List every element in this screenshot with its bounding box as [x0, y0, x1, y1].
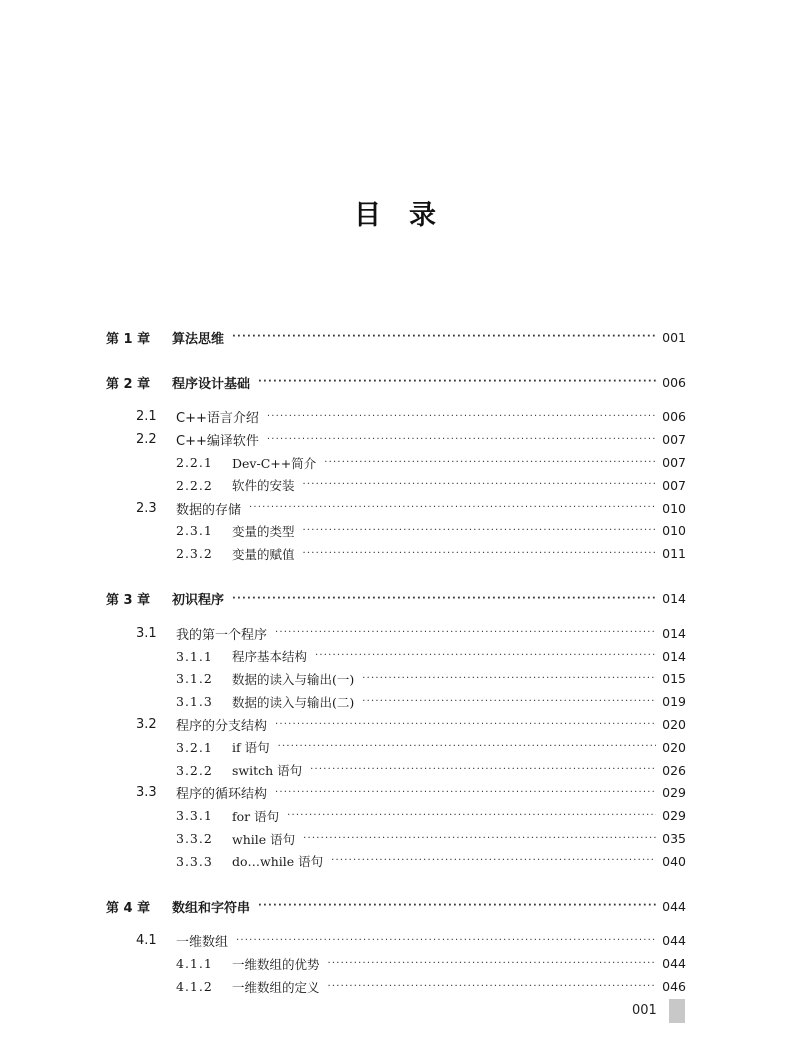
dot-leader	[331, 856, 656, 868]
toc-entry-label: if 语句	[232, 740, 270, 756]
toc-entry-sub[interactable]	[106, 759, 686, 782]
toc-entry-label: 数据的读入与输出(一)	[232, 671, 355, 687]
toc-entry-section[interactable]	[106, 622, 686, 645]
dot-leader	[362, 674, 656, 686]
toc-entry-label: 变量的赋值	[232, 546, 295, 562]
toc-entry-number: 第 1 章	[106, 331, 151, 347]
dot-leader	[232, 594, 656, 606]
toc-entry-page: 015	[662, 671, 686, 687]
toc-entry-number: 3.3.3	[176, 853, 213, 869]
dot-leader	[278, 742, 656, 754]
dot-leader	[258, 901, 656, 913]
toc-entry-number: 3.1	[136, 625, 157, 641]
toc-entry-section[interactable]	[106, 930, 686, 953]
toc-entry-number: 3.2.1	[176, 739, 213, 755]
toc-entry-chapter[interactable]	[106, 587, 686, 610]
dot-leader	[267, 435, 656, 447]
toc-entry-number: 2.2	[136, 432, 157, 448]
toc-entry-label: 我的第一个程序	[176, 627, 268, 643]
toc-entry-page: 044	[662, 898, 686, 914]
toc-entry-section[interactable]	[106, 497, 686, 520]
toc-entry-number: 第 3 章	[106, 593, 151, 609]
toc-entry-page: 007	[662, 432, 686, 448]
toc-entry-sub[interactable]	[106, 474, 686, 497]
toc-entry-label: 变量的类型	[232, 523, 295, 539]
toc-entry-number: 3.1.1	[176, 648, 213, 664]
dot-leader	[310, 765, 656, 777]
toc-entry-label: Dev-C++简介	[232, 455, 317, 471]
toc-entry-sub[interactable]	[106, 668, 686, 691]
title-char: 目	[354, 200, 381, 231]
toc-entry-section[interactable]	[106, 713, 686, 736]
toc-entry-label: 数据的读入与输出(二)	[232, 694, 355, 710]
toc-entry-page: 006	[662, 374, 686, 390]
toc-entry-sub[interactable]	[106, 804, 686, 827]
toc-entry-page: 011	[662, 546, 686, 562]
toc-entry-label: 程序的循环结构	[176, 787, 268, 803]
toc-entry-sub[interactable]	[106, 542, 686, 565]
toc-entry-page: 044	[662, 956, 686, 972]
toc-entry-page: 001	[662, 329, 686, 345]
toc-entry-label: 软件的安装	[232, 478, 295, 494]
dot-leader	[236, 936, 656, 948]
toc-entry-page: 020	[662, 717, 686, 733]
toc-entry-label: 一维数组	[176, 935, 229, 951]
toc-entry-number: 2.3.1	[176, 523, 213, 539]
toc-entry-number: 2.1	[136, 409, 157, 425]
toc-entry-label: 初识程序	[172, 593, 225, 609]
toc-entry-page: 020	[662, 739, 686, 755]
toc-entry-page: 029	[662, 808, 686, 824]
toc-entry-sub[interactable]	[106, 451, 686, 474]
dot-leader	[315, 651, 656, 663]
toc-entry-label: 数据的存储	[176, 502, 242, 518]
toc-entry-number: 第 2 章	[106, 376, 151, 392]
page-title	[0, 193, 790, 232]
dot-leader	[258, 377, 656, 389]
toc-entry-page: 010	[662, 500, 686, 516]
toc-entry-label: do…while 语句	[232, 854, 324, 870]
toc-entry-page: 026	[662, 762, 686, 778]
dot-leader	[267, 412, 656, 424]
toc-entry-number: 3.1.3	[176, 694, 213, 710]
toc-entry-label: C++语言介绍	[176, 411, 259, 427]
toc-entry-page: 014	[662, 591, 686, 607]
toc-entry-label: 程序设计基础	[172, 376, 251, 392]
toc-entry-page: 007	[662, 455, 686, 471]
dot-leader	[328, 982, 656, 994]
toc-entry-sub[interactable]	[106, 736, 686, 759]
dot-leader	[275, 720, 656, 732]
toc-entry-label: switch 语句	[232, 763, 303, 779]
dot-leader	[249, 503, 656, 515]
toc-entry-label: 一维数组的定义	[232, 979, 320, 995]
dot-leader	[303, 480, 656, 492]
page-tab-marker	[669, 999, 685, 1023]
toc-entry-chapter[interactable]	[106, 326, 686, 349]
toc-entry-number: 3.1.2	[176, 671, 213, 687]
toc-entry-number: 3.2.2	[176, 762, 213, 778]
toc-entry-label: 程序基本结构	[232, 649, 308, 665]
dot-leader	[275, 788, 656, 800]
toc-entry-number: 2.3	[136, 500, 157, 516]
toc-entry-label: for 语句	[232, 808, 280, 824]
toc-entry-number: 3.3.1	[176, 808, 213, 824]
toc-entry-sub[interactable]	[106, 645, 686, 668]
toc-entry-page: 035	[662, 831, 686, 847]
toc-entry-sub[interactable]	[106, 850, 686, 873]
toc-entry-page: 044	[662, 933, 686, 949]
toc-entry-section[interactable]	[106, 428, 686, 451]
toc-entry-sub[interactable]	[106, 952, 686, 975]
toc-entry-page: 019	[662, 694, 686, 710]
toc-entry-sub[interactable]	[106, 827, 686, 850]
toc-entry-number: 第 4 章	[106, 900, 151, 916]
dot-leader	[232, 332, 656, 344]
toc-entry-number: 4.1.2	[176, 979, 213, 995]
toc-entry-chapter[interactable]	[106, 895, 686, 918]
toc-entry-number: 4.1.1	[176, 956, 213, 972]
dot-leader	[287, 811, 656, 823]
toc-entry-page: 046	[662, 979, 686, 995]
toc-entry-chapter[interactable]	[106, 371, 686, 394]
toc-entry-section[interactable]	[106, 782, 686, 805]
dot-leader	[324, 458, 656, 470]
toc-entry-section[interactable]	[106, 406, 686, 429]
table-of-contents	[106, 326, 686, 998]
dot-leader	[303, 526, 656, 538]
toc-entry-label: 程序的分支结构	[176, 719, 268, 735]
toc-entry-page: 007	[662, 477, 686, 493]
toc-entry-label: 算法思维	[172, 331, 225, 347]
toc-entry-sub[interactable]	[106, 690, 686, 713]
dot-leader	[275, 628, 656, 640]
toc-entry-label: while 语句	[232, 831, 296, 847]
toc-entry-page: 014	[662, 625, 686, 641]
toc-entry-page: 006	[662, 409, 686, 425]
dot-leader	[303, 549, 656, 561]
toc-entry-number: 3.3	[136, 785, 157, 801]
page-number: 001	[632, 1003, 657, 1018]
toc-entry-number: 2.3.2	[176, 546, 213, 562]
toc-entry-sub[interactable]	[106, 520, 686, 543]
toc-entry-page: 014	[662, 648, 686, 664]
toc-entry-page: 029	[662, 785, 686, 801]
title-char: 录	[409, 200, 436, 231]
toc-entry-page: 010	[662, 523, 686, 539]
toc-entry-number: 4.1	[136, 933, 157, 949]
toc-entry-sub[interactable]	[106, 975, 686, 998]
dot-leader	[328, 959, 656, 971]
toc-entry-number: 2.2.1	[176, 455, 213, 471]
toc-entry-number: 2.2.2	[176, 477, 213, 493]
toc-entry-number: 3.3.2	[176, 831, 213, 847]
toc-entry-page: 040	[662, 853, 686, 869]
dot-leader	[362, 697, 656, 709]
toc-entry-label: 数组和字符串	[172, 900, 251, 916]
toc-entry-number: 3.2	[136, 717, 157, 733]
toc-entry-label: C++编译软件	[176, 434, 259, 450]
dot-leader	[303, 834, 656, 846]
toc-entry-label: 一维数组的优势	[232, 956, 320, 972]
